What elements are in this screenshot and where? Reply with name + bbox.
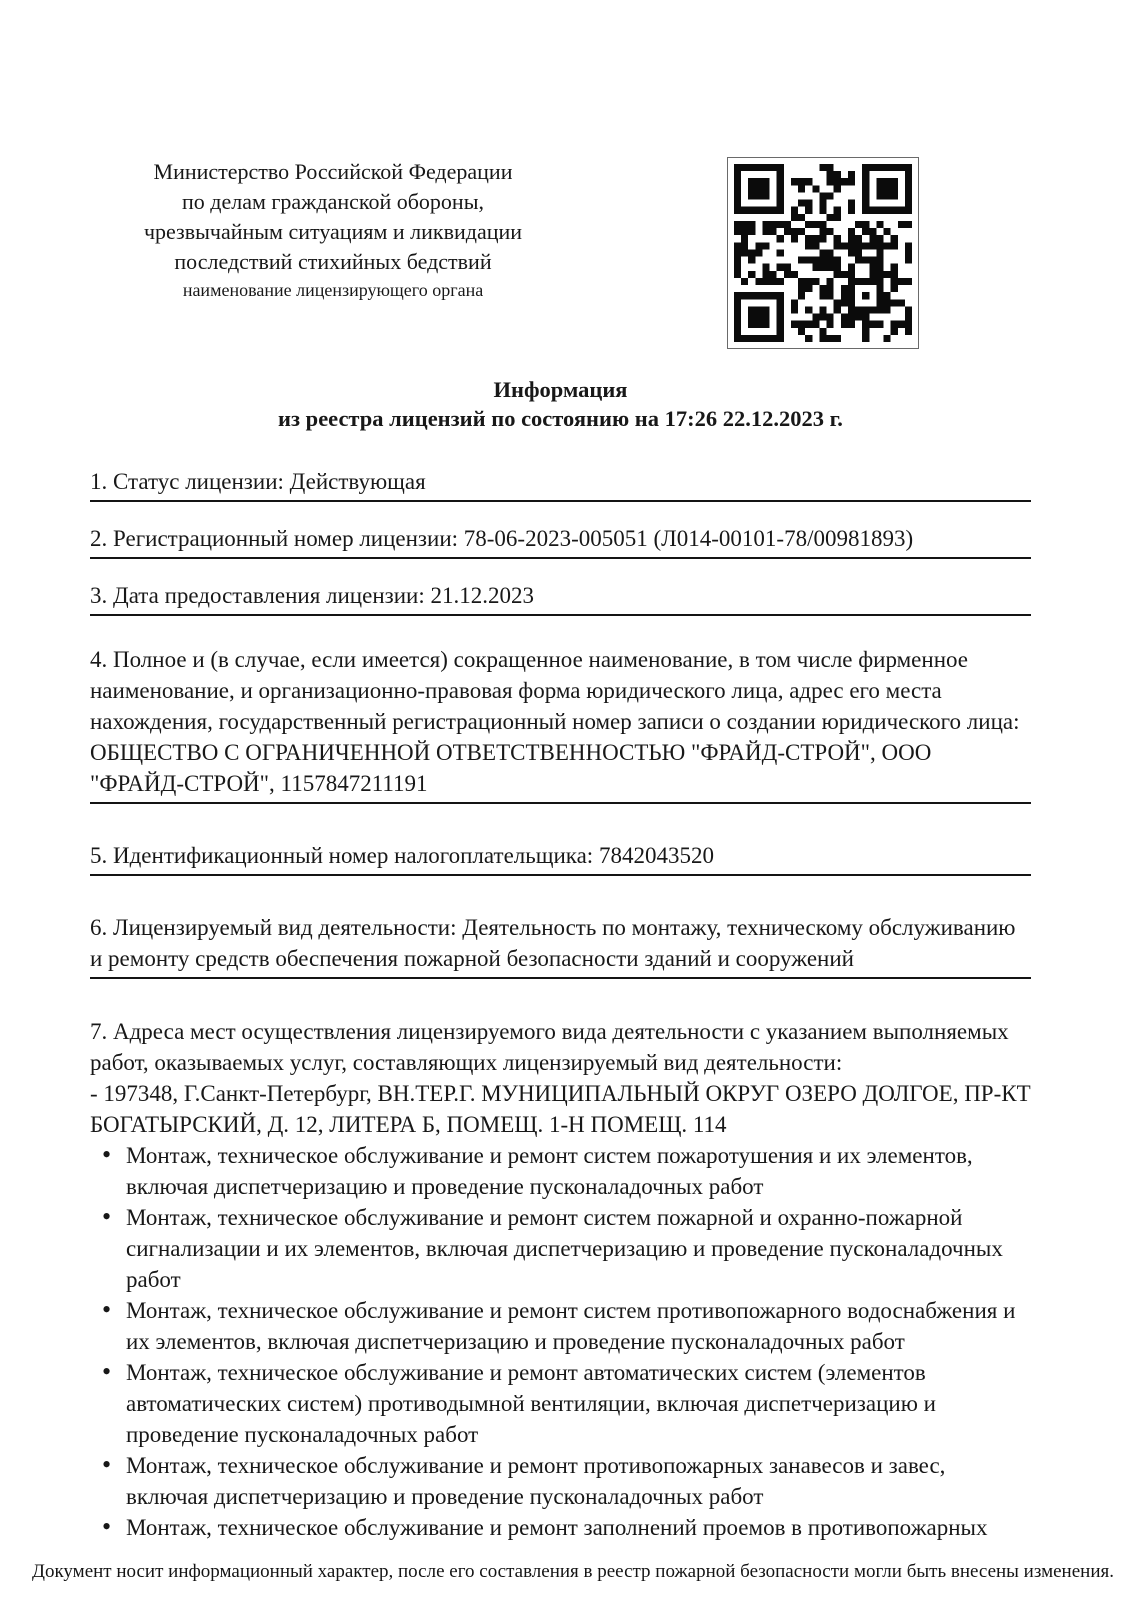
document-title-line2: из реестра лицензий по состоянию на 17:26 22.12.2023 г. <box>278 406 843 431</box>
qr-code <box>727 157 919 349</box>
document-title-line1: Информация <box>493 377 628 402</box>
field-license-status: 1. Статус лицензии: Действующая <box>90 466 1031 502</box>
work-item: • Монтаж, техническое обслуживание и ремонт заполнений проемов в противопожарных <box>90 1512 1031 1543</box>
field-legal-entity-name: 4. Полное и (в случае, если имеется) сокращенное наименование, в том числе фирменное наименование, и организационно-правовая форма юридического лица, адрес его места нахождения, государственный регистрационный номер записи о создании юридического лица: ОБЩЕСТВО С ОГРАНИЧЕННОЙ ОТВЕТСТВЕННОСТЬЮ "ФРАЙД-СТРОЙ", ООО "ФРАЙД-СТРОЙ", 1157847211191 <box>90 644 1031 804</box>
work-item: • Монтаж, техническое обслуживание и ремонт систем противопожарного водоснабжения и их элементов, включая диспетчеризацию и проведение пусконаладочных работ <box>90 1295 1031 1357</box>
work-item: • Монтаж, техническое обслуживание и ремонт противопожарных занавесов и завес, включая диспетчеризацию и проведение пусконаладочных работ <box>90 1450 1031 1512</box>
authority-line: чрезвычайным ситуациям и ликвидации <box>143 219 523 244</box>
section-addresses <box>90 1016 1031 1543</box>
licensing-authority-block <box>118 157 548 304</box>
addresses-intro: 7. Адреса мест осуществления лицензируемого вида деятельности с указанием выполняемых работ, оказываемых услуг, составляющих лицензируемый вид деятельности: <box>90 1019 1009 1075</box>
document-title <box>90 375 1031 433</box>
qr-code-image <box>734 164 912 342</box>
field-licensed-activity: 6. Лицензируемый вид деятельности: Деятельность по монтажу, техническому обслуживанию и ремонту средств обеспечения пожарной безопасности зданий и сооружений <box>90 912 1031 979</box>
field-registration-number: 2. Регистрационный номер лицензии: 78-06-2023-005051 (Л014-00101-78/00981893) <box>90 523 1031 559</box>
works-list <box>90 1140 1031 1543</box>
authority-line: по делам гражданской обороны, <box>182 189 484 214</box>
document-header <box>90 157 1031 349</box>
field-grant-date: 3. Дата предоставления лицензии: 21.12.2023 <box>90 580 1031 616</box>
work-item: • Монтаж, техническое обслуживание и ремонт систем пожаротушения и их элементов, включая диспетчеризацию и проведение пусконаладочных работ <box>90 1140 1031 1202</box>
authority-caption: наименование лицензирующего органа <box>182 280 484 300</box>
work-item: • Монтаж, техническое обслуживание и ремонт систем пожарной и охранно-пожарной сигнализации и их элементов, включая диспетчеризацию и проведение пусконаладочных работ <box>90 1202 1031 1295</box>
footer-disclaimer: Документ носит информационный характер, после его составления в реестр пожарной безопасности могли быть внесены изменения. <box>32 1561 1114 1582</box>
address-line: - 197348, Г.Санкт-Петербург, ВН.ТЕР.Г. МУНИЦИПАЛЬНЫЙ ОКРУГ ОЗЕРО ДОЛГОЕ, ПР-КТ БОГАТЫРСКИЙ, Д. 12, ЛИТЕРА Б, ПОМЕЩ. 1-Н ПОМЕЩ. 114 <box>90 1081 1031 1137</box>
work-item: • Монтаж, техническое обслуживание и ремонт автоматических систем (элементов автоматических систем) противодымной вентиляции, включая диспетчеризацию и проведение пусконаладочных работ <box>90 1357 1031 1450</box>
field-taxpayer-id: 5. Идентификационный номер налогоплательщика: 7842043520 <box>90 840 1031 876</box>
document-content <box>90 0 1031 1543</box>
authority-line: последствий стихийных бедствий <box>174 249 492 274</box>
authority-line: Министерство Российской Федерации <box>153 159 513 184</box>
